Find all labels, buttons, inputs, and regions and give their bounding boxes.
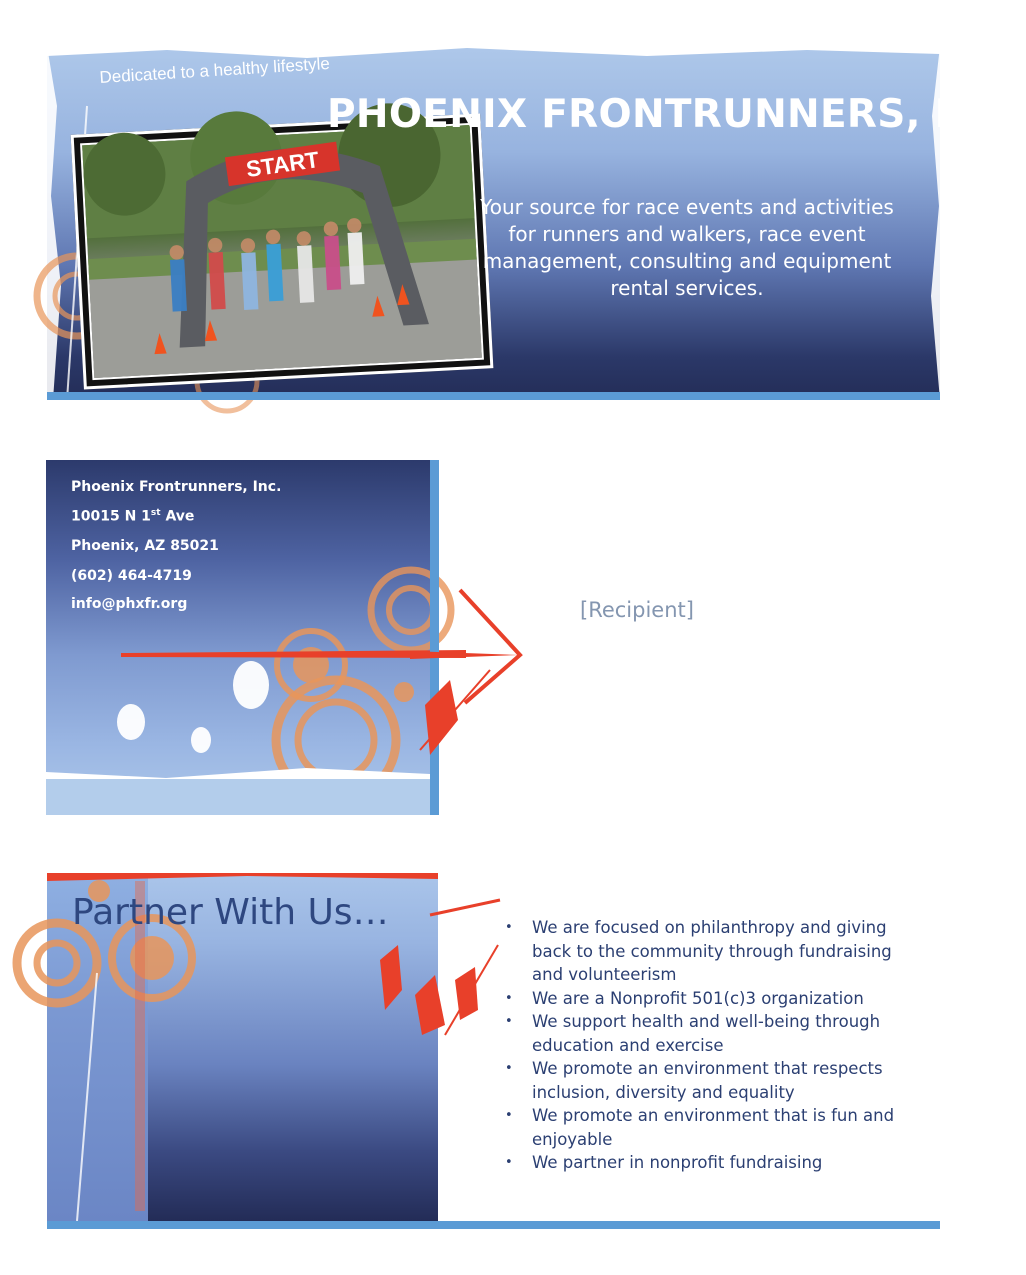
partner-bottom-stripe: [47, 1221, 940, 1229]
street-number: 10015 N 1: [71, 508, 151, 525]
red-arrow-decoration: [410, 585, 530, 765]
banner-bottom-stripe: [47, 392, 940, 400]
list-item: • We promote an environment that respects inclusion, diversity and equality: [505, 1057, 900, 1104]
white-splatter-3: [191, 727, 211, 753]
company-description: Your source for race events and activities for runners and walkers, race event management, consulting and equipment rental services.: [480, 195, 894, 300]
mailer-bottom-band: [46, 779, 430, 815]
list-item: • We promote an environment that is fun and enjoyable: [505, 1104, 900, 1151]
grunge-edge-left: [47, 46, 61, 400]
white-slash-left: [77, 973, 97, 1221]
red-splash-1: [380, 945, 402, 1010]
orange-ring-left-inner: [37, 943, 77, 983]
tagline: Dedicated to a healthy lifestyle: [99, 53, 331, 87]
race-start-photo: [80, 123, 484, 380]
list-item: • We are a Nonprofit 501(c)3 organization: [505, 987, 900, 1011]
grunge-edge-top: [47, 46, 940, 58]
red-streak-2: [445, 945, 498, 1035]
mailer-panel: [46, 460, 430, 815]
address-phone: (602) 464-4719: [71, 568, 192, 584]
address-email: info@phxfr.org: [71, 596, 188, 612]
address-city: Phoenix, AZ 85021: [71, 538, 219, 554]
orange-ring-mid: [298, 702, 374, 778]
address-street: [71, 508, 194, 525]
race-photo-illustration: [82, 125, 482, 378]
header-banner: [47, 46, 1026, 400]
street-ordinal: st: [150, 508, 161, 518]
list-item: • We are focused on philanthropy and giving back to the community through fundraising and volunteerism: [505, 916, 900, 987]
arch-start-text: START: [244, 146, 321, 183]
red-grunge-top: [47, 873, 438, 881]
arrow-head: [460, 590, 520, 703]
red-splash-2: [415, 975, 445, 1035]
white-splatter-2: [117, 704, 145, 740]
partner-benefits-list: [505, 916, 900, 1175]
orange-ring-left: [17, 923, 97, 1003]
company-title: PHOENIX FRONTRUNNERS, INC.: [327, 92, 1026, 137]
arrow-splash: [425, 680, 458, 755]
race-photo-frame: [71, 113, 494, 389]
list-item: • We partner in nonprofit fundraising: [505, 1151, 900, 1175]
red-streak-1: [430, 900, 500, 915]
arrow-shaft: [410, 651, 520, 659]
partner-heading: Partner With Us…: [72, 892, 389, 933]
address-name: Phoenix Frontrunners, Inc.: [71, 479, 282, 495]
street-suffix: Ave: [160, 508, 195, 525]
recipient-placeholder[interactable]: [Recipient]: [580, 598, 694, 622]
white-splatter-1: [233, 661, 269, 709]
list-item: • We support health and well-being through education and exercise: [505, 1010, 900, 1057]
